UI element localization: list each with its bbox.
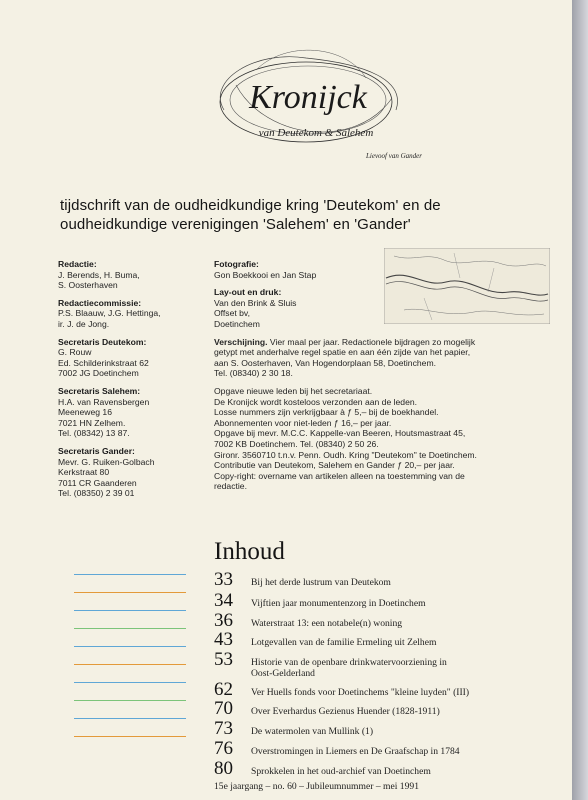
info-line: Contributie van Deutekom, Salehem en Gander ƒ 20,– per jaar. (214, 460, 455, 471)
issue-info: 15e jaargang – no. 60 – Jubileumnummer – mei 1991 (214, 781, 419, 792)
subtitle-line-2: oudheidkundige verenigingen 'Salehem' en 'Gander' (60, 216, 411, 233)
verschijning-heading: Verschijning. (214, 336, 268, 347)
logo-title: Kronijck (249, 79, 367, 116)
subtitle-line-1: tijdschrift van de oudheidkundige kring 'Deutekom' en de (60, 197, 441, 214)
address-line: Meeneweg 16 (58, 407, 112, 418)
contents-entry (214, 680, 511, 699)
verschijning-line: Tel. (08340) 2 30 18. (214, 368, 293, 379)
contents-entry (214, 739, 511, 758)
entry-page: 36 (214, 610, 233, 631)
info-line: Gironr. 3560710 t.n.v. Penn. Oudh. Kring "Deutekom" te Doetinchem. (214, 449, 477, 460)
contents-entry (214, 719, 511, 738)
address-line: 7002 JG Doetinchem (58, 368, 139, 379)
decorative-rule (74, 574, 186, 575)
entry-title: De watermolen van Mullink (1) (251, 726, 374, 737)
entry-title: Overstromingen in Liemers en De Graafschap in 1784 (251, 746, 460, 757)
entry-title: Ver Huells fonds voor Doetinchems "kleine luyden" (III) (251, 687, 470, 698)
fotografie-heading: Fotografie: (214, 259, 259, 269)
address-line: Kerkstraat 80 (58, 467, 110, 478)
subscription-info-block (214, 386, 514, 492)
logo-subtitle: van Deutekom & Salehem (258, 127, 374, 139)
redactiecommissie-line: ir. J. de Jong. (58, 318, 110, 329)
secretaris-gander-heading: Secretaris Gander: (58, 445, 135, 456)
redactiecommissie-line: P.S. Blaauw, J.G. Hettinga, (58, 308, 161, 319)
layout-line: Van den Brink & Sluis (214, 297, 297, 308)
redactie-line: J. Berends, H. Buma, (58, 269, 140, 280)
entry-page: 53 (214, 649, 233, 670)
page-edge (572, 0, 588, 800)
redactiecommissie-heading: Redactiecommissie: (58, 297, 142, 308)
verschijning-line: aan S. Oosterhaven, Van Hogendorplaan 58, Doetinchem. (214, 357, 436, 368)
decorative-rule (74, 682, 186, 683)
entry-page: 70 (214, 698, 233, 719)
decorative-rule (74, 700, 186, 701)
entry-title: Bij het derde lustrum van Deutekom (251, 577, 391, 588)
contents-entry (214, 650, 511, 679)
redactie-line: S. Oosterhaven (58, 280, 118, 291)
colophon-left (58, 259, 203, 506)
info-line: Abonnementen voor niet-leden ƒ 16,– per jaar. (214, 417, 392, 428)
entry-title: Sprokkelen in het oud-archief van Doetinchem (251, 766, 431, 777)
info-line: redactie. (214, 481, 247, 492)
magazine-subtitle (60, 196, 560, 234)
decorative-rule (74, 664, 186, 665)
redactie-block (58, 259, 203, 291)
contents-entry (214, 611, 511, 630)
secretaris-salehem-heading: Secretaris Salehem: (58, 385, 141, 396)
entry-title: Historie van de openbare drinkwatervoorziening in Oost-Gelderland (251, 657, 447, 679)
entry-page: 43 (214, 629, 233, 650)
decorative-rule (74, 736, 186, 737)
entry-title: Lotgevallen van de familie Ermeling uit Zelhem (251, 637, 437, 648)
layout-heading: Lay-out en druk: (214, 287, 282, 298)
entry-title: Over Everhardus Gezienus Huender (1828-1911) (251, 706, 440, 717)
verschijning-text: Vier maal per jaar. Redactionele bijdragen zo mogelijk (267, 336, 476, 347)
info-line: Losse nummers zijn verkrijgbaar à ƒ 5,– bij de boekhandel. (214, 407, 439, 418)
contents-entry (214, 591, 511, 610)
address-line: 7011 CR Gaanderen (58, 477, 137, 488)
secretaris-deutekom-block (58, 337, 203, 379)
address-line: Mevr. G. Ruiken-Golbach (58, 456, 155, 467)
entry-title: Vijftien jaar monumentenzorg in Doetinchem (251, 598, 426, 609)
secretaris-deutekom-heading: Secretaris Deutekom: (58, 336, 147, 347)
entry-page: 62 (214, 679, 233, 700)
redactie-heading: Redactie: (58, 259, 97, 269)
address-line: Ed. Schilderinkstraat 62 (58, 357, 149, 368)
entry-page: 76 (214, 738, 233, 759)
secretaris-gander-block (58, 446, 203, 499)
address-line: 7021 HN Zelhem. (58, 417, 126, 428)
redactiecommissie-block (58, 298, 203, 330)
layout-line: Offset bv, (214, 308, 250, 319)
decorative-rule (74, 646, 186, 647)
address-line: Tel. (08342) 13 87. (58, 428, 130, 439)
fotografie-line: Gon Boekkooi en Jan Stap (214, 269, 317, 280)
verschijning-block (214, 337, 514, 379)
info-line: De Kronijck wordt kosteloos verzonden aan de leden. (214, 396, 418, 407)
contents-entry (214, 570, 511, 589)
entry-title: Waterstraat 13: een notabele(n) woning (251, 618, 403, 629)
address-line: G. Rouw (58, 347, 92, 358)
historic-map-illustration (384, 248, 550, 324)
decorative-rule (74, 610, 186, 611)
entry-page: 33 (214, 569, 233, 590)
entry-page: 80 (214, 758, 233, 779)
layout-line: Doetinchem (214, 318, 260, 329)
decorative-rule (74, 628, 186, 629)
contents-title: Inhoud (214, 538, 285, 565)
decorative-rule (74, 592, 186, 593)
decorative-rule (74, 718, 186, 719)
contents-entry (214, 699, 511, 718)
contents-entry (214, 630, 511, 649)
info-line: 7002 KB Doetinchem. Tel. (08340) 2 50 26. (214, 438, 379, 449)
address-line: Tel. (08350) 2 39 01 (58, 488, 135, 499)
secretaris-salehem-block (58, 386, 203, 439)
info-line: Opgave nieuwe leden bij het secretariaat. (214, 385, 373, 396)
verschijning-line: getypt met anderhalve regel spatie en aan één zijde van het papier, (214, 347, 471, 358)
info-line: Opgave bij mevr. M.C.C. Kappelle-van Beeren, Houtsmastraat 45, (214, 428, 466, 439)
contents-entry (214, 759, 511, 778)
info-line: Copy-right: overname van artikelen alleen na toestemming van de (214, 470, 465, 481)
kronijck-logo (196, 40, 426, 180)
entry-page: 34 (214, 590, 233, 611)
address-line: H.A. van Ravensbergen (58, 396, 150, 407)
logo-extra: Lievoof van Gander (366, 152, 422, 160)
entry-page: 73 (214, 718, 233, 739)
